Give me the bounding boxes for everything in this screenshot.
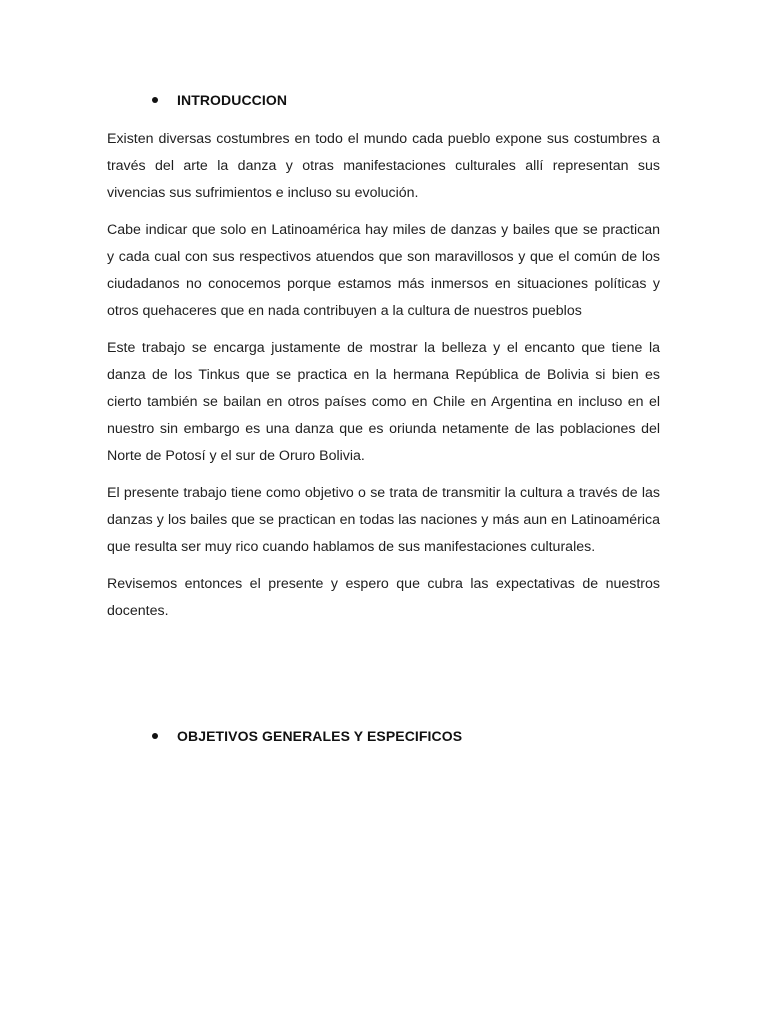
document-body <box>107 126 660 635</box>
heading-text: INTRODUCCION <box>177 92 288 108</box>
paragraph: Cabe indicar que solo en Latinoamérica hay miles de danzas y bailes que se practican y cada cual con sus respectivos atuendos que son maravillosos y que el común de los ciudadanos no conocemos porque estamos más inmersos en situaciones políticas y otros quehaceres que en nada contribuyen a la cultura de nuestros pueblos <box>107 222 660 319</box>
paragraph: El presente trabajo tiene como objetivo o se trata de transmitir la cultura a través de las danzas y los bailes que se practican en todas las naciones y más aun en Latinoamérica que resulta ser muy rico cuando hablamos de sus manifestaciones culturales. <box>107 485 660 555</box>
paragraph: Este trabajo se encarga justamente de mostrar la belleza y el encanto que tiene la danza de los Tinkus que se practica en la hermana República de Bolivia si bien es cierto también se bailan en otros países como en Chile en Argentina en incluso en el nuestro sin embargo es una danza que es oriunda netamente de las poblaciones del Norte de Potosí y el sur de Oruro Bolivia. <box>107 340 660 464</box>
bullet-icon <box>152 733 158 739</box>
heading-text: OBJETIVOS GENERALES Y ESPECIFICOS <box>177 728 463 744</box>
section-heading-introduccion <box>150 92 287 108</box>
section-heading-objetivos <box>150 728 462 744</box>
paragraph: Revisemos entonces el presente y espero que cubra las expectativas de nuestros docentes. <box>107 576 660 619</box>
paragraph: Existen diversas costumbres en todo el mundo cada pueblo expone sus costumbres a través del arte la danza y otras manifestaciones culturales allí representan sus vivencias sus sufrimientos e incluso su evolución. <box>107 131 660 201</box>
bullet-icon <box>152 97 158 103</box>
